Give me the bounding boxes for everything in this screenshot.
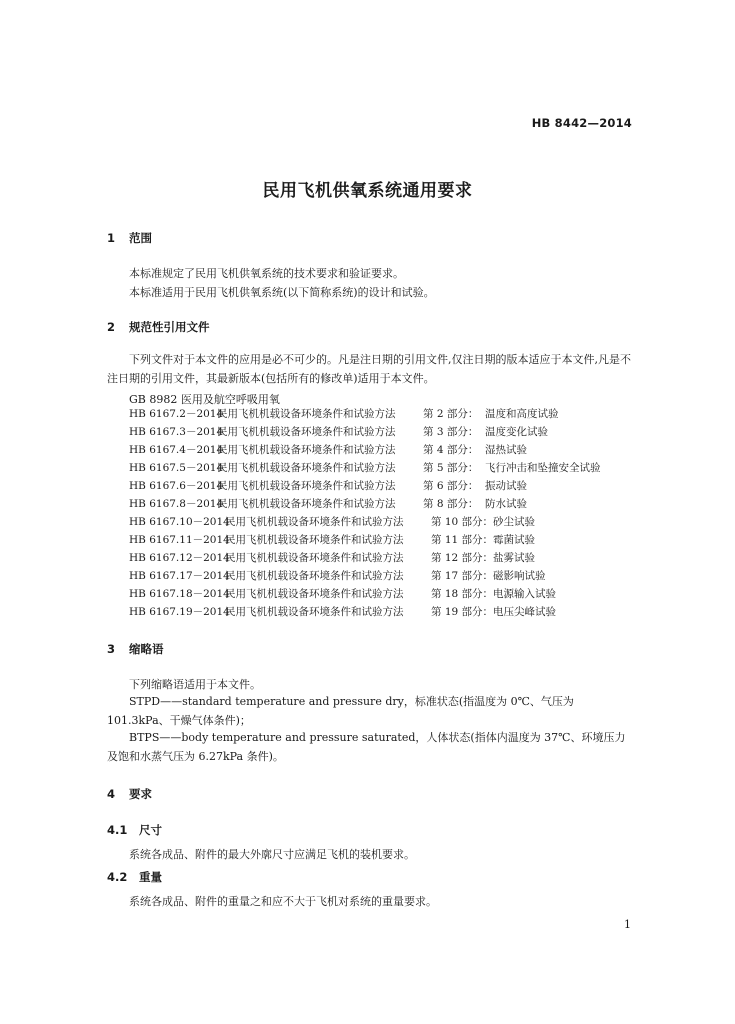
reference-title: 民用飞机机载设备环境条件和试验方法 [225, 606, 404, 618]
reference-topic: 砂尘试验 [493, 516, 535, 528]
reference-code: HB 6167.6－2014 [129, 480, 224, 492]
reference-item [129, 424, 548, 442]
btps-definition-text: BTPS——body temperature and pressure saturated，人体状态(指体内温度为 37℃、环境压力及饱和水蒸气压为 6.27kPa 条件)。 [107, 731, 626, 763]
reference-title: 民用飞机机载设备环境条件和试验方法 [225, 570, 404, 582]
reference-title: 民用飞机机载设备环境条件和试验方法 [217, 462, 396, 474]
reference-part: 第 18 部分： [431, 588, 494, 600]
section-number: 4.1 [107, 823, 128, 837]
reference-part: 第 6 部分： [423, 480, 479, 492]
section-title: 范围 [129, 231, 153, 245]
section-number: 1 [107, 231, 116, 245]
reference-code: HB 6167.10－2014 [129, 516, 230, 528]
reference-code: HB 6167.4－2014 [129, 444, 224, 456]
reference-code: HB 6167.17－2014 [129, 570, 230, 582]
reference-part: 第 2 部分： [423, 408, 479, 420]
reference-item [129, 532, 535, 550]
reference-title: 民用飞机机载设备环境条件和试验方法 [225, 588, 404, 600]
reference-code: HB 6167.2－2014 [129, 408, 224, 420]
section-title: 要求 [129, 787, 153, 801]
reference-item [129, 496, 527, 514]
section-title: 重量 [139, 870, 163, 884]
reference-item [129, 568, 546, 586]
reference-topic: 振动试验 [485, 480, 527, 492]
reference-item [129, 514, 535, 532]
reference-topic: 电压尖峰试验 [493, 606, 556, 618]
reference-topic: 防水试验 [485, 498, 527, 510]
reference-part: 第 12 部分： [431, 552, 494, 564]
section-4-2-text: 系统各成品、附件的重量之和应不大于飞机对系统的重量要求。 [129, 895, 437, 908]
reference-item [129, 604, 556, 622]
reference-title: 民用飞机机载设备环境条件和试验方法 [225, 552, 404, 564]
reference-title: 民用飞机机载设备环境条件和试验方法 [217, 444, 396, 456]
btps-definition [107, 728, 631, 766]
reference-topic: 盐雾试验 [493, 552, 535, 564]
reference-item [129, 406, 559, 424]
section-2-intro-text: 下列文件对于本文件的应用是必不可少的。凡是注日期的引用文件,仅注日期的版本适应于本文件,凡是不注日期的引用文件，其最新版本(包括所有的修改单)适用于本文件。 [107, 353, 631, 385]
section-title: 尺寸 [139, 823, 163, 837]
section-number: 4.2 [107, 870, 128, 884]
reference-item [129, 550, 535, 568]
reference-topic: 霉菌试验 [493, 534, 535, 546]
section-title: 缩略语 [129, 642, 164, 656]
document-title: 民用飞机供氧系统通用要求 [262, 181, 473, 201]
reference-part: 第 19 部分： [431, 606, 494, 618]
reference-part: 第 8 部分： [423, 498, 479, 510]
reference-code: HB 6167.12－2014 [129, 552, 230, 564]
reference-topic: 温度变化试验 [485, 426, 548, 438]
reference-part: 第 3 部分： [423, 426, 479, 438]
reference-code: HB 6167.19－2014 [129, 606, 230, 618]
gb-reference: GB 8982 医用及航空呼吸用氧 [129, 393, 280, 406]
reference-title: 民用飞机机载设备环境条件和试验方法 [217, 408, 396, 420]
section-2-intro [107, 350, 631, 388]
section-4-1-heading [107, 822, 162, 838]
reference-code: HB 6167.18－2014 [129, 588, 230, 600]
reference-part: 第 17 部分： [431, 570, 494, 582]
reference-part: 第 10 部分： [431, 516, 494, 528]
reference-title: 民用飞机机载设备环境条件和试验方法 [225, 534, 404, 546]
reference-topic: 温度和高度试验 [485, 408, 559, 420]
section-3-intro: 下列缩略语适用于本文件。 [129, 678, 261, 691]
reference-topic: 湿热试验 [485, 444, 527, 456]
reference-title: 民用飞机机载设备环境条件和试验方法 [217, 498, 396, 510]
section-3-heading [107, 641, 164, 657]
page-number: 1 [624, 918, 631, 931]
section-number: 4 [107, 787, 116, 801]
section-number: 3 [107, 642, 116, 656]
section-1-paragraph-1: 本标准规定了民用飞机供氧系统的技术要求和验证要求。 [129, 267, 404, 280]
reference-topic: 飞行冲击和坠撞安全试验 [485, 462, 601, 474]
reference-title: 民用飞机机载设备环境条件和试验方法 [217, 480, 396, 492]
stpd-definition [107, 692, 631, 730]
reference-title: 民用飞机机载设备环境条件和试验方法 [225, 516, 404, 528]
section-number: 2 [107, 320, 116, 334]
reference-item [129, 586, 556, 604]
reference-part: 第 5 部分： [423, 462, 479, 474]
reference-item [129, 442, 527, 460]
section-1-heading [107, 230, 152, 246]
reference-code: HB 6167.11－2014 [129, 534, 230, 546]
reference-item [129, 460, 601, 478]
section-4-1-text: 系统各成品、附件的最大外廓尺寸应满足飞机的装机要求。 [129, 848, 415, 861]
reference-item [129, 478, 527, 496]
section-4-heading [107, 786, 152, 802]
section-2-heading [107, 319, 210, 335]
reference-part: 第 4 部分： [423, 444, 479, 456]
standard-code: HB 8442—2014 [531, 116, 632, 130]
reference-topic: 磁影响试验 [493, 570, 546, 582]
section-title: 规范性引用文件 [129, 320, 210, 334]
reference-code: HB 6167.8－2014 [129, 498, 224, 510]
section-1-paragraph-2: 本标准适用于民用飞机供氧系统(以下简称系统)的设计和试验。 [129, 286, 435, 299]
reference-code: HB 6167.3－2014 [129, 426, 224, 438]
section-4-2-heading [107, 869, 162, 885]
reference-topic: 电源输入试验 [493, 588, 556, 600]
reference-part: 第 11 部分： [431, 534, 494, 546]
reference-title: 民用飞机机载设备环境条件和试验方法 [217, 426, 396, 438]
reference-code: HB 6167.5－2014 [129, 462, 224, 474]
stpd-definition-text: STPD——standard temperature and pressure dry，标准状态(指温度为 0℃、气压为 101.3kPa、干燥气体条件)； [107, 695, 574, 727]
